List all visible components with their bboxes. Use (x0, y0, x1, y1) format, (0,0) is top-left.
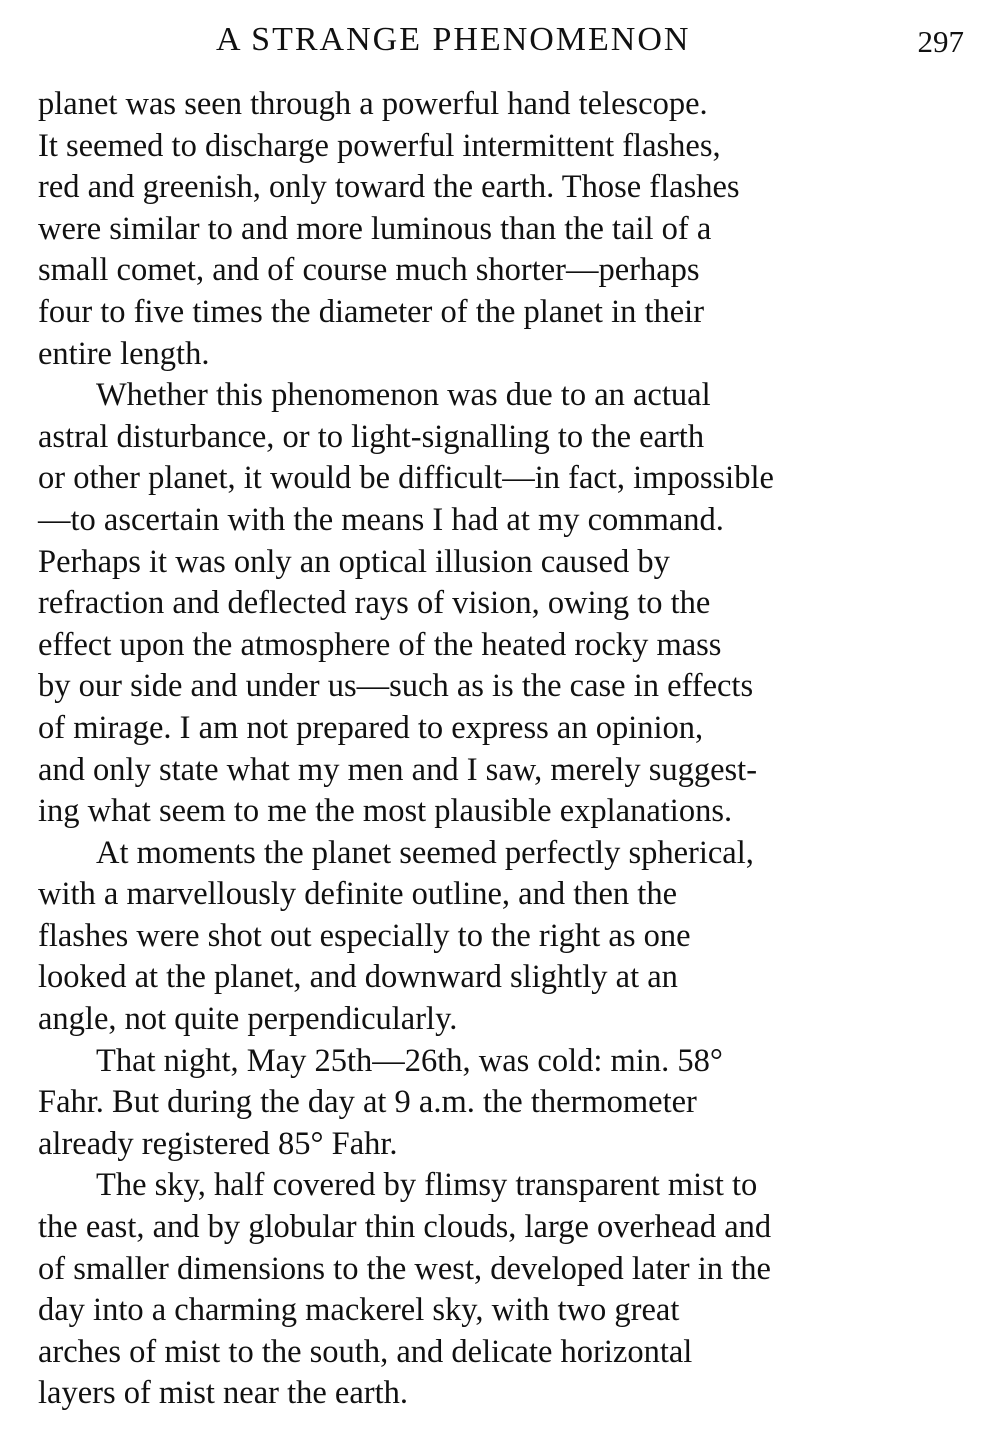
text-line: It seemed to discharge powerful intermittent flashes, (38, 127, 721, 164)
text-line: with a marvellously definite outline, and then the (38, 876, 678, 913)
text-line: flashes were shot out especially to the right as one (38, 917, 691, 954)
text-line: of mirage. I am not prepared to express an opinion, (38, 709, 704, 746)
running-head (38, 18, 968, 70)
text-line: of smaller dimensions to the west, developed later in the (38, 1250, 771, 1287)
paragraph-2 (38, 375, 968, 833)
text-line: That night, May 25th—26th, was cold: min. 58° (96, 1042, 723, 1079)
text-line: The sky, half covered by flimsy transparent mist to (96, 1167, 758, 1204)
text-line: and only state what my men and I saw, merely suggest- (38, 751, 758, 788)
book-page (38, 18, 968, 1418)
text-line: angle, not quite perpendicularly. (38, 1001, 458, 1038)
body-text (38, 84, 968, 1415)
text-line: ing what seem to me the most plausible explanations. (38, 793, 733, 830)
text-line: Whether this phenomenon was due to an actual (96, 377, 711, 414)
paragraph-3 (38, 833, 968, 1041)
text-line: astral disturbance, or to light-signalling to the earth (38, 418, 705, 455)
paragraph-4 (38, 1041, 968, 1166)
text-line: arches of mist to the south, and delicate horizontal (38, 1333, 693, 1370)
text-line: small comet, and of course much shorter—perhaps (38, 252, 700, 289)
text-line: entire length. (38, 335, 210, 372)
text-line: effect upon the atmosphere of the heated rocky mass (38, 626, 722, 663)
text-line: planet was seen through a powerful hand telescope. (38, 86, 708, 122)
paragraph-5 (38, 1165, 968, 1415)
text-line: —to ascertain with the means I had at my command. (38, 501, 724, 538)
text-line: four to five times the diameter of the planet in their (38, 293, 705, 330)
text-line: Perhaps it was only an optical illusion caused by (38, 543, 670, 580)
text-line: or other planet, it would be difficult—in fact, impossible (38, 460, 774, 497)
text-line: were similar to and more luminous than the tail of a (38, 210, 712, 247)
text-line: the east, and by globular thin clouds, large overhead and (38, 1209, 772, 1246)
text-line: Fahr. But during the day at 9 a.m. the thermometer (38, 1084, 697, 1121)
running-title: A STRANGE PHENOMENON (216, 21, 691, 58)
page-number: 297 (917, 24, 964, 59)
text-line: by our side and under us—such as is the case in effects (38, 668, 754, 705)
text-line: red and greenish, only toward the earth. Those flashes (38, 169, 740, 206)
text-line: day into a charming mackerel sky, with two great (38, 1292, 680, 1329)
text-line: already registered 85° Fahr. (38, 1125, 398, 1162)
text-line: layers of mist near the earth. (38, 1375, 408, 1412)
text-line: refraction and deflected rays of vision, owing to the (38, 585, 711, 622)
paragraph-1 (38, 84, 968, 375)
text-line: At moments the planet seemed perfectly spherical, (96, 834, 754, 871)
text-line: looked at the planet, and downward slightly at an (38, 959, 678, 996)
